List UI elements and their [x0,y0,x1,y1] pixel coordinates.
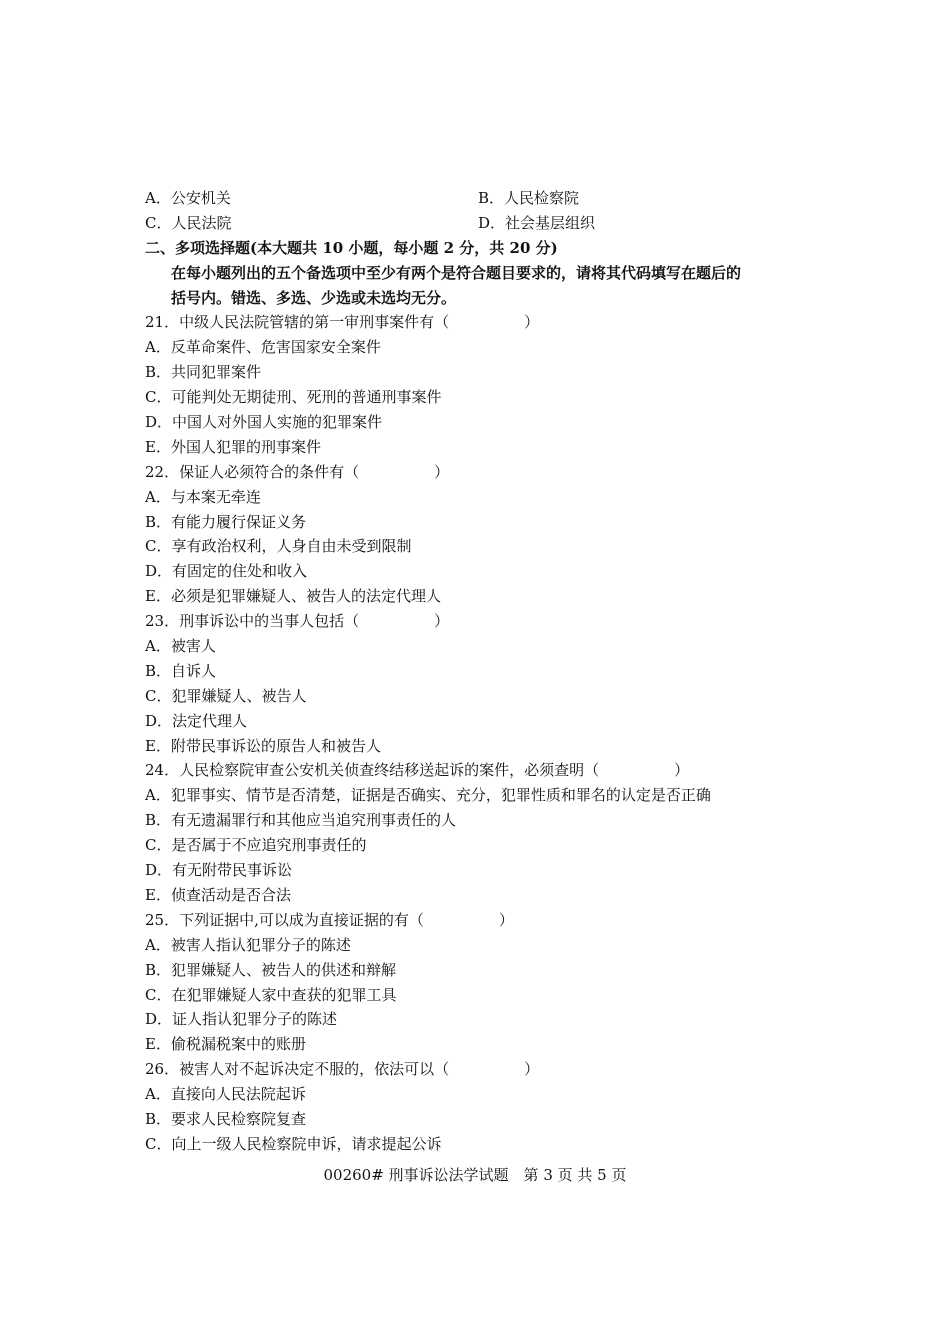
option-a: A．公安机关 [145,189,231,207]
question-option: D．法定代理人 [145,711,248,730]
question-option: A．犯罪事实、情节是否清楚，证据是否确实、充分，犯罪性质和罪名的认定是否正确 [145,786,711,805]
question-option: E．附带民事诉讼的原告人和被告人 [145,736,381,755]
question-option: D．有固定的住处和收入 [145,562,308,581]
prev-option-row [145,211,825,236]
question-option: D．中国人对外国人实施的犯罪案件 [145,413,383,432]
question-option: B．自诉人 [145,661,217,680]
question-option: A．直接向人民法院起诉 [145,1085,306,1104]
prev-option-row [145,186,825,211]
section-title: 二、多项选择题(本大题共 10 小题，每小题 2 分，共 20 分) [145,238,558,257]
question-option: B．要求人民检察院复查 [145,1109,307,1128]
question-option: E．偷税漏税案中的账册 [145,1035,306,1054]
question-stem: 26．被害人对不起诉决定不服的，依法可以（ ） [145,1060,540,1079]
question-stem: 23．刑事诉讼中的当事人包括（ ） [145,612,450,631]
question-stem: 25．下列证据中,可以成为直接证据的有（ ） [145,910,514,929]
question-option: A．反革命案件、危害国家安全案件 [145,338,381,357]
exam-page [145,186,825,1157]
question-stem: 22．保证人必须符合的条件有（ ） [145,462,450,481]
question-option: A．被害人 [145,637,216,656]
option-d: D．社会基层组织 [478,213,596,232]
question-option: C．享有政治权利，人身自由未受到限制 [145,537,412,556]
question-stem: 21．中级人民法院管辖的第一审刑事案件有（ ） [145,313,540,332]
question-option: E．必须是犯罪嫌疑人、被告人的法定代理人 [145,587,441,606]
question-option: B．共同犯罪案件 [145,363,262,382]
question-option: C．是否属于不应追究刑事责任的 [145,836,367,855]
question-option: C．犯罪嫌疑人、被告人 [145,686,307,705]
option-c: C．人民法院 [145,213,232,232]
option-b: B．人民检察院 [478,189,580,207]
question-option: D．证人指认犯罪分子的陈述 [145,1010,338,1029]
question-option: C．在犯罪嫌疑人家中查获的犯罪工具 [145,985,397,1004]
question-option: A．被害人指认犯罪分子的陈述 [145,935,351,954]
question-option: C．可能判处无期徒刑、死刑的普通刑事案件 [145,388,442,407]
question-option: A．与本案无牵连 [145,487,261,506]
question-option: B．有能力履行保证义务 [145,512,307,531]
question-stem: 24．人民检察院审查公安机关侦查终结移送起诉的案件，必须查明（ ） [145,761,690,780]
page-footer: 00260# 刑事诉讼法学试题 第 3 页 共 5 页 [323,1166,627,1184]
question-option: E．外国人犯罪的刑事案件 [145,437,321,456]
question-option: D．有无附带民事诉讼 [145,861,293,880]
section-instruction: 括号内。错选、多选、少选或未选均无分。 [171,288,457,307]
question-option: C．向上一级人民检察院申诉，请求提起公诉 [145,1134,442,1153]
question-option: B．有无遗漏罪行和其他应当追究刑事责任的人 [145,811,457,830]
question-option: B．犯罪嫌疑人、被告人的供述和辩解 [145,960,397,979]
question-option: E．侦查活动是否合法 [145,885,291,904]
section-instruction: 在每小题列出的五个备选项中至少有两个是符合题目要求的，请将其代码填写在题后的 [171,263,742,282]
